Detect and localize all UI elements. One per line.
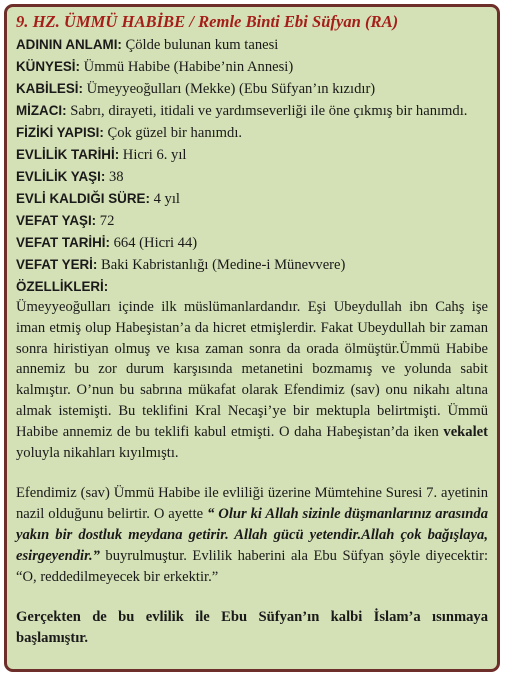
field-marriage-duration: EVLİ KALDIĞI SÜRE: 4 yıl (16, 191, 180, 207)
field-death-age: VEFAT YAŞI: 72 (16, 213, 115, 229)
field-temperament: MİZACI: Sabrı, dirayeti, itidali ve yardımseverliği ile öne çıkmış bir hanımdı. (16, 103, 468, 119)
field-physique: FİZİKİ YAPISI: Çok güzel bir hanımdı. (16, 125, 243, 141)
field-death-place: VEFAT YERİ: Baki Kabristanlığı (Medine-i Münevvere) (16, 257, 346, 273)
paragraph-features: Ümeyyeoğulları içinde ilk müslümanlardandır. Eşi Ubeydullah ibn Cahş işe iman etmiş olup Habeşistan’a da hicret etmişlerdir. Fakat Ubeydullah bir zaman sonra hiristiyan olmuş ve kısa zaman sonra da orada ölmüştür.Ümmü Habibe annemiz bu zor durum karşısında metanetini bozmamış ve yolunda sabit kalmıştır. O’nun bu sabrına mükafat olarak Efendimiz (sav) onu nikahı altına almak istemişti. Bu teklifini Kral Necaşi’ye bir mektupla belirtmişti. Ümmü Habibe annemiz de bu teklifi kabul etmişti. O daha Habeşistan’da iken vekalet yoluyla nikahları kıyılmıştı. (16, 299, 488, 461)
paragraph-verse: Efendimiz (sav) Ümmü Habibe ile evliliği üzerine Mümtehine Suresi 7. ayetinin nazil olduğunu belirtir. O ayette “ Olur ki Allah sizinle düşmanlarınız arasında yakın bir dostluk meydana getirir. Allah gücü yetendir.Allah çok bağışlaya, esirgeyendir.” buyrulmuştur. Evlilik haberini ala Ebu Süfyan şöyle diyecektir: “O, reddedilmeyecek bir erkektir.” (16, 485, 488, 585)
features-heading: ÖZELLİKLERİ: (16, 279, 109, 294)
field-marriage-age: EVLİLİK YAŞI: 38 (16, 169, 124, 185)
verse-quote: “ Olur ki Allah sizinle düşmanlarınız arasında yakın bir dostluk meydana getirir. Allah gücü yetendir.Allah çok bağışlaya, esirgeyendir.” (16, 506, 488, 564)
field-kunya: KÜNYESİ: Ümmü Habibe (Habibe’nin Annesi) (16, 59, 294, 75)
card-title: 9. HZ. ÜMMÜ HABİBE / Remle Binti Ebi Süfyan (RA) (16, 12, 399, 31)
biography-card (4, 4, 500, 672)
field-death-date: VEFAT TARİHİ: 664 (Hicri 44) (16, 235, 198, 251)
paragraph-conclusion: Gerçekten de bu evlilik ile Ebu Süfyan’ın kalbi İslam’a ısınmaya başlamıştır. (16, 609, 488, 647)
field-name-meaning: ADININ ANLAMI: Çölde bulunan kum tanesi (16, 37, 279, 53)
field-marriage-date: EVLİLİK TARİHİ: Hicri 6. yıl (16, 147, 187, 163)
field-tribe: KABİLESİ: Ümeyyeoğulları (Mekke) (Ebu Süfyan’ın kızıdır) (16, 81, 376, 97)
bold-term: vekalet (443, 423, 488, 440)
